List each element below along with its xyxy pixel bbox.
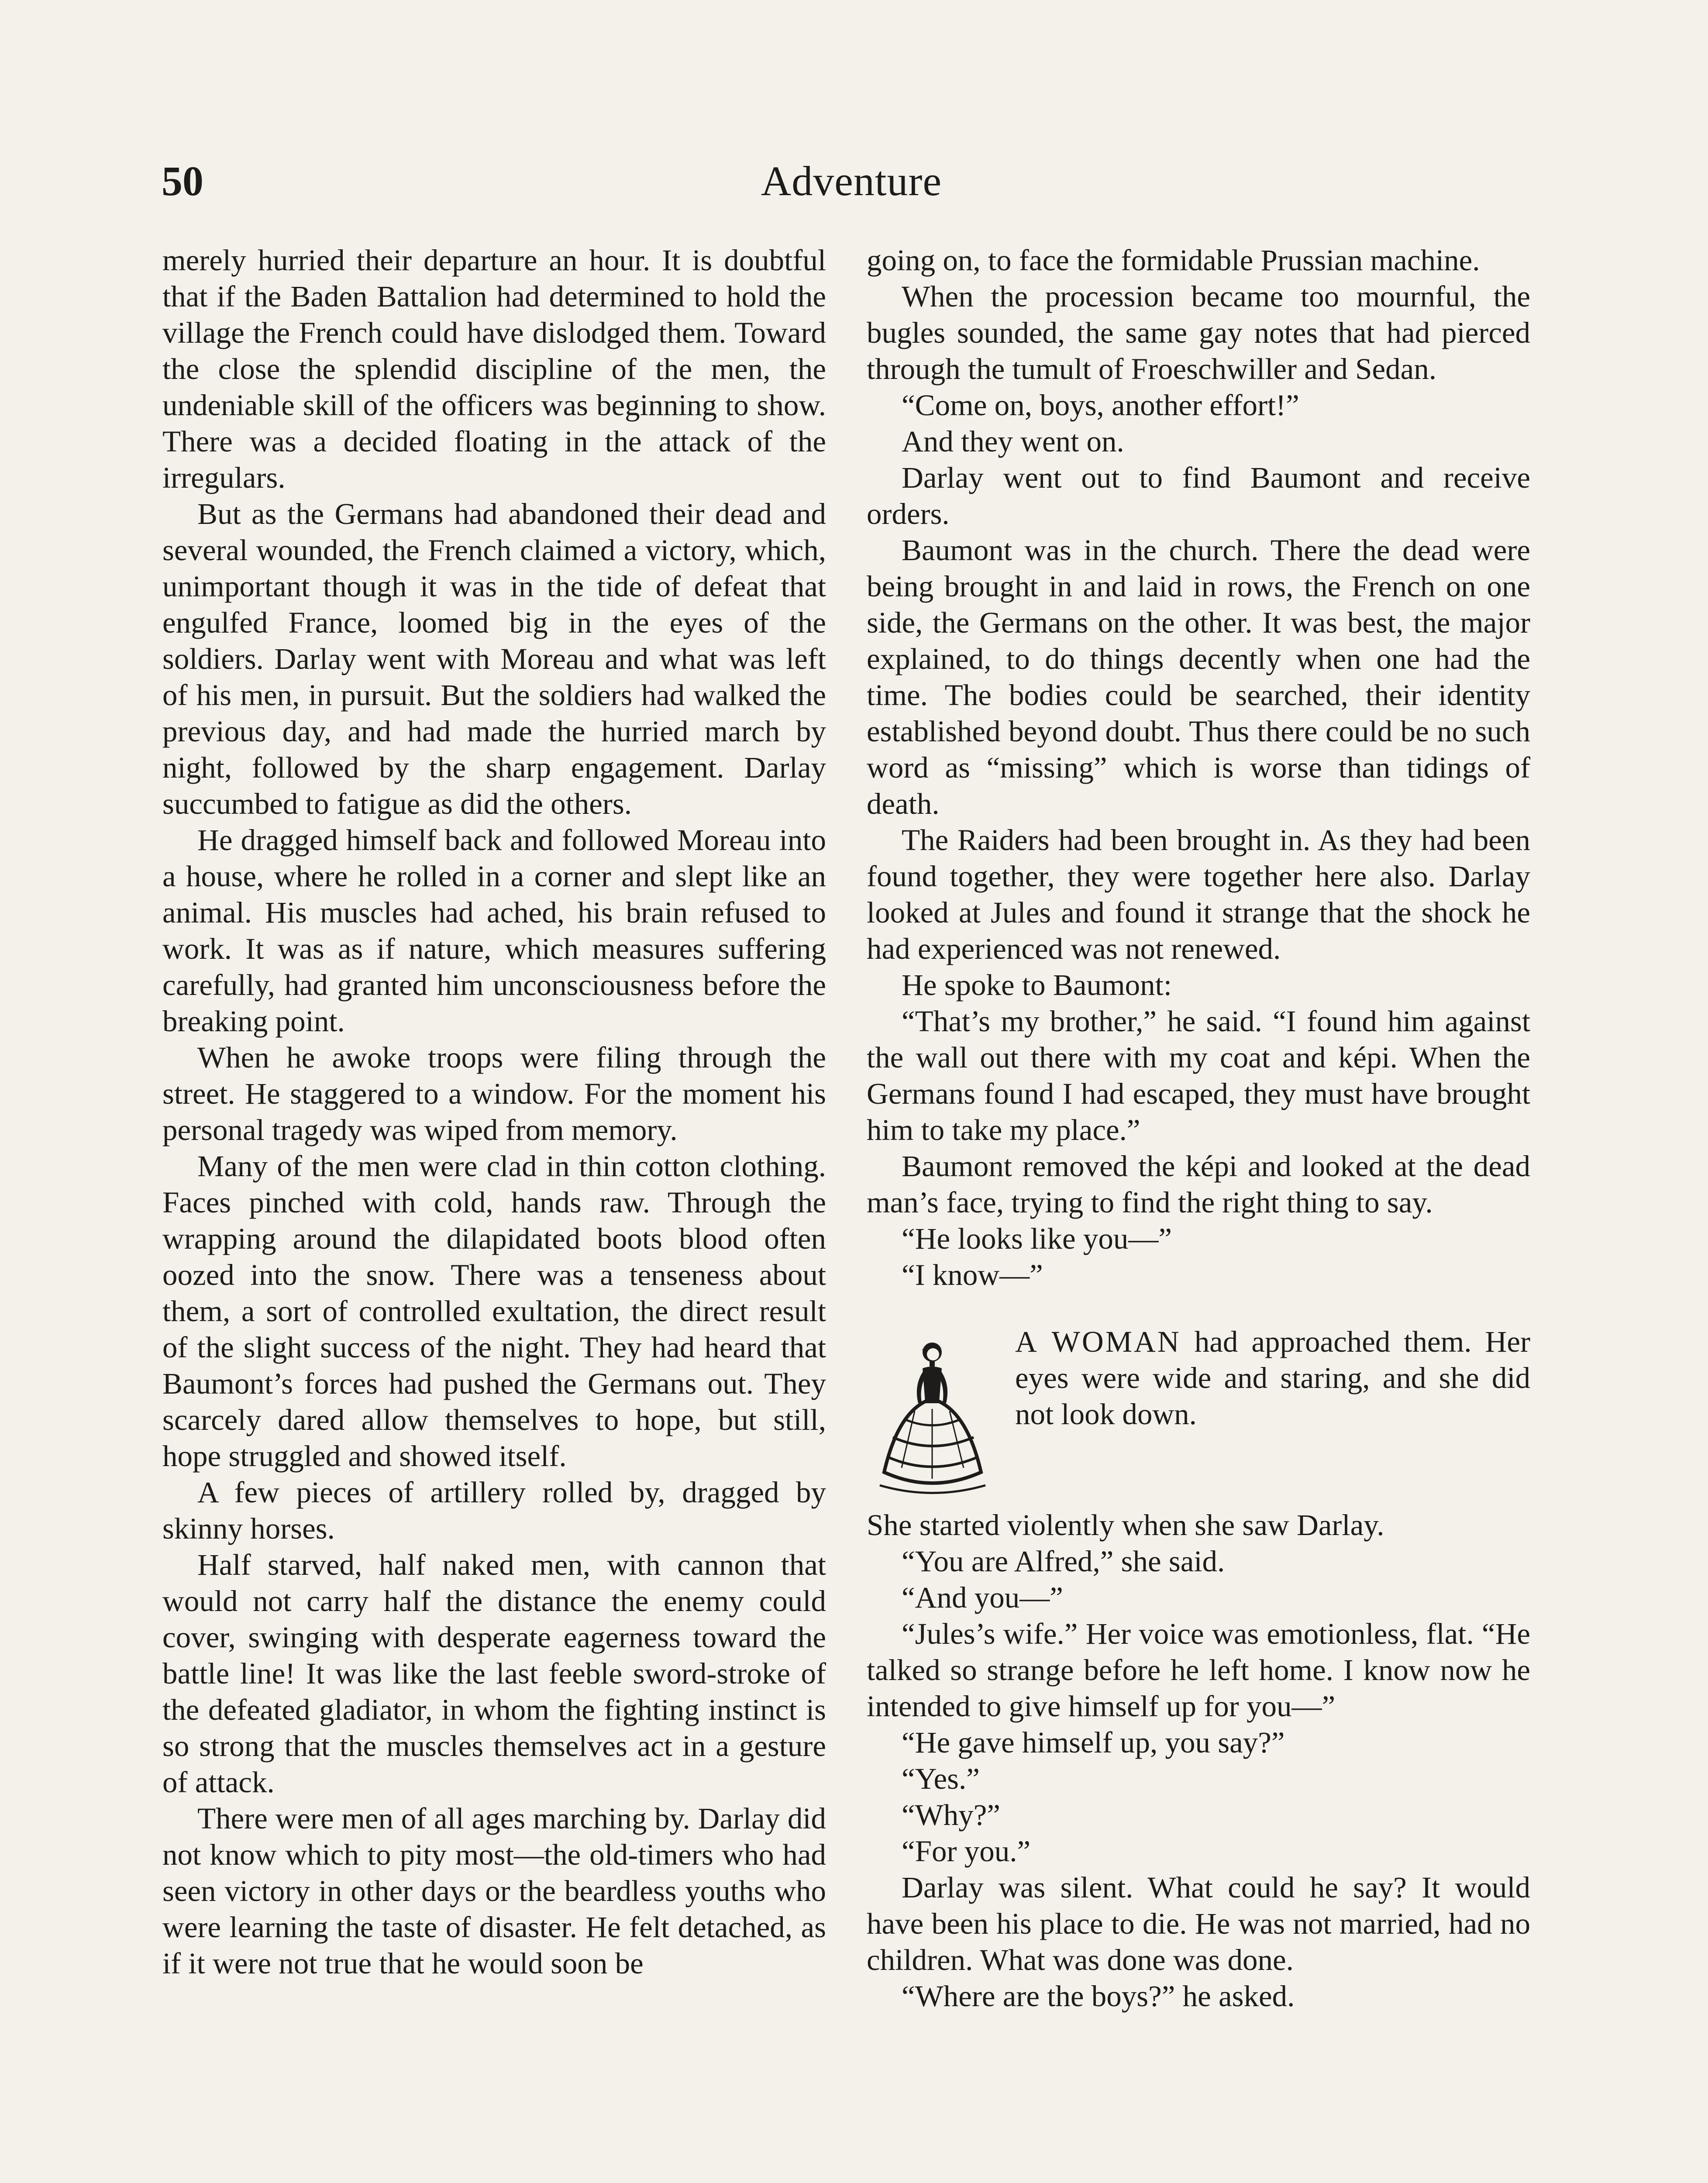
paragraph: “And you—” — [902, 1581, 1063, 1614]
paragraph: “Come on, boys, another effort!” — [902, 389, 1299, 422]
section-break — [867, 1293, 1530, 1324]
paragraph: “Why?” — [902, 1798, 1001, 1832]
paragraph: And they went on. — [902, 425, 1124, 458]
section-lead: A WOMAN — [1015, 1325, 1181, 1358]
page-header — [162, 153, 1541, 210]
paragraph: “For you.” — [902, 1835, 1031, 1868]
paragraph: “He gave himself up, you say?” — [902, 1726, 1285, 1759]
paragraph: merely hurried their departure an hour. It is doubtful that if the Baden Battalion had determined to hold the village the French could have dislodged them. Toward the close the splendid discipline of the men, the undeniable skill of the officers was beginning to show. There was a decided floating in the attack of the irregulars. — [162, 244, 826, 494]
paragraph: Darlay went out to find Baumont and receive orders. — [867, 461, 1530, 530]
paragraph: Baumont was in the church. There the dead were being brought in and laid in rows, the French on one side, the Germans on the other. It was best, the major explained, to do things decently when one had the time. The bodies could be searched, their identity established beyond doubt. Thus there could be no such word as “missing” which is worse than tidings of death. — [867, 534, 1530, 820]
section-opening — [867, 1324, 1530, 1507]
paragraph: A few pieces of artillery rolled by, dragged by skinny horses. — [162, 1476, 826, 1545]
paragraph: The Raiders had been brought in. As they had been found together, they were together here also. Darlay looked at Jules and found it strange that the shock he had experienced was not renewed. — [867, 823, 1530, 965]
paragraph: “Where are the boys?” he asked. — [902, 1980, 1295, 2013]
paragraph: “You are Alfred,” she said. — [902, 1545, 1225, 1578]
paragraph: She started violently when she saw Darlay. — [867, 1508, 1384, 1542]
right-column — [867, 242, 1530, 2014]
paragraph: There were men of all ages marching by. Darlay did not know which to pity most—the old-timers who had seen victory in other days or the beardless youths who were learning the taste of disaster. He felt detached, as if it were not true that he would soon be — [162, 1802, 826, 1980]
paragraph: “I know—” — [902, 1258, 1043, 1291]
paragraph: When he awoke troops were filing through the street. He staggered to a window. For the moment his personal tragedy was wiped from memory. — [162, 1041, 826, 1147]
section-lead-rest: had approached them. Her eyes were wide and staring, and she did not look down. — [1015, 1325, 1530, 1431]
page-number: 50 — [162, 158, 203, 204]
paragraph: Many of the men were clad in thin cotton clothing. Faces pinched with cold, hands raw. Through the wrapping around the dilapidated boots blood often oozed into the snow. There was a tenseness about them, a sort of controlled exultation, the direct result of the slight success of the night. They had heard that Baumont’s forces had pushed the Germans out. They scarcely dared allow themselves to hope, but still, hope struggled and showed itself. — [162, 1150, 826, 1473]
paragraph: “He looks like you—” — [902, 1222, 1172, 1255]
paragraph: He spoke to Baumont: — [902, 968, 1172, 1002]
left-column — [162, 242, 826, 1982]
paragraph: But as the Germans had abandoned their dead and several wounded, the French claimed a victory, which, unimportant though it was in the tide of defeat that engulfed France, loomed big in the eyes of the soldiers. Darlay went with Moreau and what was left of his men, in pursuit. But the soldiers had walked the previous day, and had made the hurried march by night, followed by the sharp engagement. Darlay succumbed to fatigue as did the others. — [162, 497, 826, 820]
paragraph: Half starved, half naked men, with cannon that would not carry half the distance the enemy could cover, swinging with desperate eagerness toward the battle line! It was like the last feeble sword-stroke of the defeated gladiator, in whom the fighting instinct is so strong that the muscles themselves act in a gesture of attack. — [162, 1548, 826, 1799]
running-title: Adventure — [761, 158, 942, 204]
woman-in-crinoline-dress-icon — [867, 1328, 998, 1503]
paragraph: “Jules’s wife.” Her voice was emotionless, flat. “He talked so strange before he left home. I know now he intended to give himself up for you—” — [867, 1617, 1530, 1723]
paragraph: going on, to face the formidable Prussian machine. — [867, 244, 1480, 277]
paragraph: Baumont removed the képi and looked at the dead man’s face, trying to find the right thing to say. — [867, 1150, 1530, 1219]
paragraph: “Yes.” — [902, 1762, 980, 1795]
paragraph: When the procession became too mournful, the bugles sounded, the same gay notes that had pierced through the tumult of Froeschwiller and Sedan. — [867, 280, 1530, 386]
paragraph: “That’s my brother,” he said. “I found him against the wall out there with my coat and képi. When the Germans found I had escaped, they must have brought him to take my place.” — [867, 1005, 1530, 1147]
paragraph: Darlay was silent. What could he say? It would have been his place to die. He was not married, had no children. What was done was done. — [867, 1871, 1530, 1976]
paragraph: He dragged himself back and followed Moreau into a house, where he rolled in a corner and slept like an animal. His muscles had ached, his brain refused to work. It was as if nature, which measures suffering carefully, had granted him unconsciousness before the breaking point. — [162, 823, 826, 1038]
